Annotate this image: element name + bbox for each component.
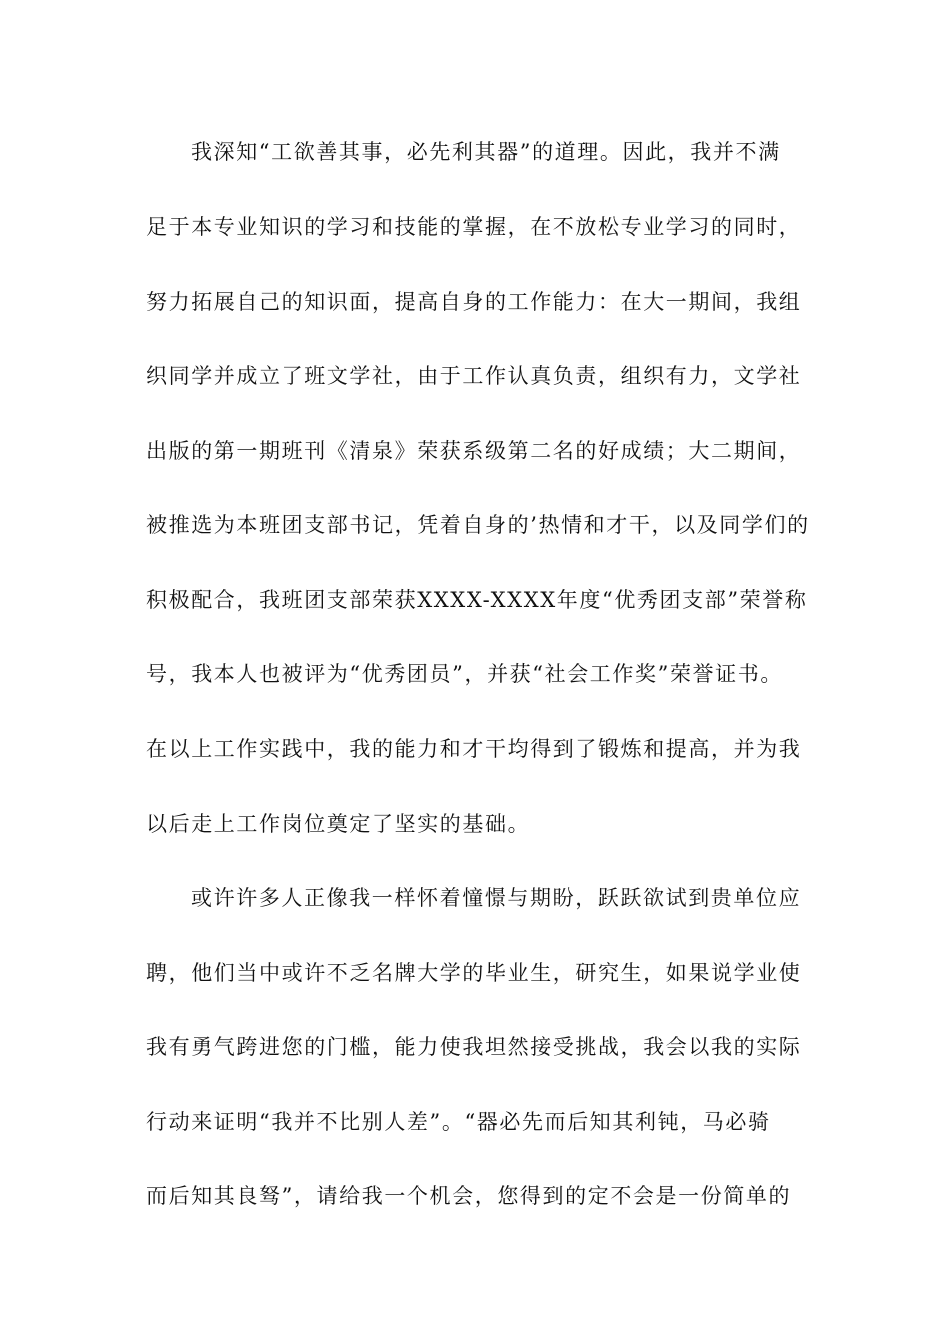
paragraph-1-line-6: 被推选为本班团支部书记，凭着自身的’热情和才干，以及同学们的 bbox=[146, 513, 810, 537]
paragraph-2-line-5: 而后知其良驽”，请给我一个机会，您得到的定不会是一份简单的 bbox=[146, 1184, 792, 1208]
paragraph-1-line-4: 织同学并成立了班文学社，由于工作认真负责，组织有力，文学社 bbox=[146, 364, 802, 388]
paragraph-2-line-3: 我有勇气跨进您的门槛，能力使我坦然接受挑战，我会以我的实际 bbox=[146, 1035, 802, 1059]
paragraph-2-line-1: 或许许多人正像我一样怀着憧憬与期盼，跃跃欲试到贵单位应 bbox=[191, 886, 802, 910]
paragraph-1-line-9: 在以上工作实践中，我的能力和才干均得到了锻炼和提高，并为我 bbox=[146, 737, 802, 761]
paragraph-1-line-8: 号，我本人也被评为“优秀团员”，并获“社会工作奖”荣誉证书。 bbox=[146, 662, 783, 686]
paragraph-1-line-10: 以后走上工作岗位奠定了坚实的基础。 bbox=[146, 812, 531, 836]
paragraph-2-line-2: 聘，他们当中或许不乏名牌大学的毕业生，研究生，如果说学业使 bbox=[146, 961, 802, 985]
paragraph-1-line-3: 努力拓展自己的知识面，提高自身的工作能力：在大一期间，我组 bbox=[146, 290, 802, 314]
paragraph-1-line-5: 出版的第一期班刊《清泉》荣获系级第二名的好成绩；大二期间， bbox=[146, 439, 802, 463]
paragraph-1-line-1: 我深知“工欲善其事，必先利其器”的道理。因此，我并不满 bbox=[191, 140, 781, 164]
paragraph-2-line-4: 行动来证明“我并不比别人差”。“器必先而后知其利钝，马必骑 bbox=[146, 1110, 771, 1134]
paragraph-1-line-7: 积极配合，我班团支部荣获XXXX-XXXX年度“优秀团支部”荣誉称 bbox=[146, 588, 808, 612]
paragraph-1-line-2: 足于本专业知识的学习和技能的掌握，在不放松专业学习的同时， bbox=[146, 215, 802, 239]
